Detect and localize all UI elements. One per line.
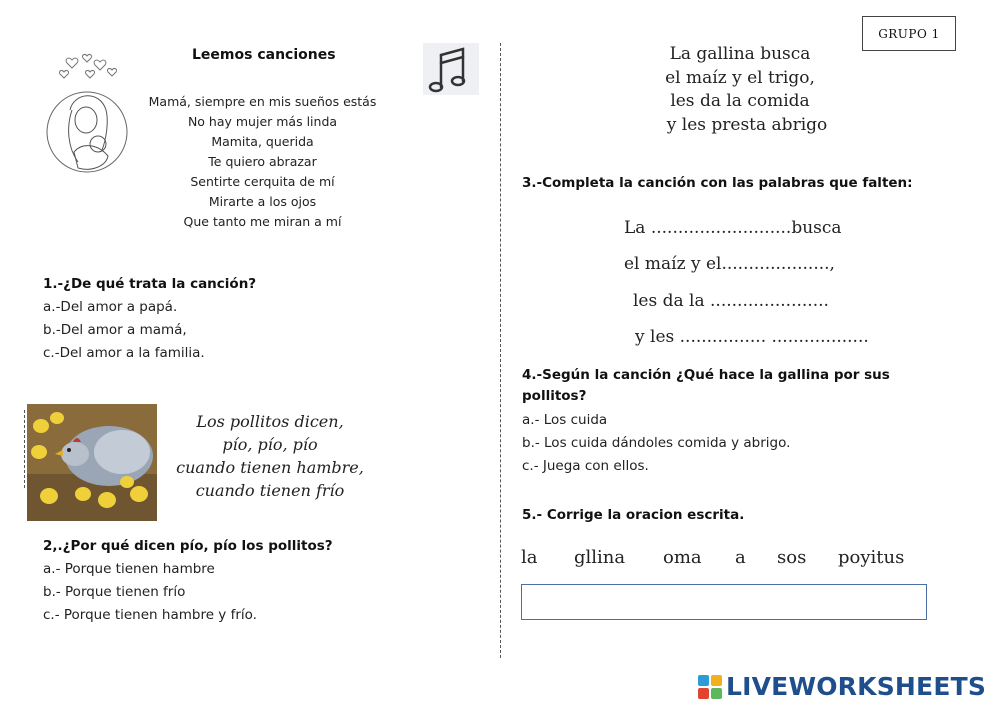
question-2-option-a[interactable]: a.- Porque tienen hambre	[43, 561, 215, 577]
liveworksheets-logo	[698, 672, 986, 701]
poem-line: La gallina busca	[669, 44, 811, 64]
sentence-word: poyitus	[838, 547, 905, 568]
question-4-options	[522, 409, 790, 478]
center-divider	[500, 43, 501, 658]
song-line: Mirarte a los ojos	[208, 194, 317, 209]
music-note-icon	[423, 43, 479, 95]
question-4-title: 4.-Según la canción ¿Qué hace la gallina por sus	[522, 367, 890, 383]
poem-line: les da la comida	[670, 91, 810, 111]
correction-answer-input[interactable]	[521, 584, 927, 620]
sentence-word: oma	[663, 547, 702, 568]
song-line: Que tanto me miran a mí	[183, 214, 342, 229]
question-3-title: 3.-Completa la canción con las palabras que falten:	[522, 175, 913, 191]
question-1-option-c[interactable]: c.-Del amor a la familia.	[43, 345, 205, 361]
question-4-option-c[interactable]: c.- Juega con ellos.	[522, 458, 649, 474]
song-line: Mamita, querida	[211, 134, 314, 149]
incorrect-sentence	[521, 547, 921, 573]
poem-line: pío, pío, pío	[222, 435, 318, 454]
fill-blank-line-2[interactable]: el maíz y el....................,	[624, 254, 835, 274]
question-1-title: 1.-¿De qué trata la canción?	[43, 276, 257, 292]
poem-line: Los pollitos dicen,	[196, 412, 344, 431]
sentence-word: sos	[777, 547, 807, 568]
sentence-word: a	[735, 547, 746, 568]
poem-gallina	[640, 43, 840, 137]
poem-line: cuando tienen frío	[195, 481, 345, 500]
question-4-title-cont: pollitos?	[522, 388, 587, 404]
sentence-word: la	[521, 547, 538, 568]
poem-pollitos	[150, 410, 390, 502]
question-2-option-c[interactable]: c.- Porque tienen hambre y frío.	[43, 607, 257, 623]
poem-line: cuando tienen hambre,	[176, 458, 364, 477]
question-4-option-b[interactable]: b.- Los cuida dándoles comida y abrigo.	[522, 435, 791, 451]
song-line: Sentirte cerquita de mí	[190, 174, 335, 189]
liveworksheets-logo-icon	[698, 675, 722, 699]
song-line: No hay mujer más linda	[187, 114, 338, 129]
fill-blank-line-3[interactable]: les da la ......................	[633, 291, 829, 311]
question-2-option-b[interactable]: b.- Porque tienen frío	[43, 584, 186, 600]
sentence-word: gllina	[574, 547, 626, 568]
page-title: Leemos canciones	[192, 47, 336, 63]
question-2-options	[43, 558, 257, 627]
question-5-title: 5.- Corrige la oracion escrita.	[522, 507, 745, 523]
poem-line: el maíz y el trigo,	[665, 67, 815, 88]
poem-line: y les presta abrigo	[666, 114, 828, 135]
group-label: GRUPO 1	[862, 16, 956, 51]
song-line: Mamá, siempre en mis sueños estás	[148, 94, 377, 109]
question-1-option-b[interactable]: b.-Del amor a mamá,	[43, 322, 187, 338]
question-2-title: 2,.¿Por qué dicen pío, pío los pollitos?	[43, 538, 333, 554]
question-1-option-a[interactable]: a.-Del amor a papá.	[43, 299, 178, 315]
fill-blank-line-4[interactable]: y les ................ ..................	[635, 327, 869, 347]
question-4-option-a[interactable]: a.- Los cuida	[522, 412, 608, 428]
question-1-options	[43, 296, 205, 365]
left-dashed-marker	[24, 410, 25, 488]
song-mama	[140, 92, 385, 232]
hen-chicks-image	[27, 404, 157, 521]
mother-child-image	[42, 52, 132, 180]
fill-blank-line-1[interactable]: La ..........................busca	[624, 218, 842, 238]
brand-name: LIVEWORKSHEETS	[726, 672, 987, 701]
song-line: Te quiero abrazar	[208, 154, 317, 169]
